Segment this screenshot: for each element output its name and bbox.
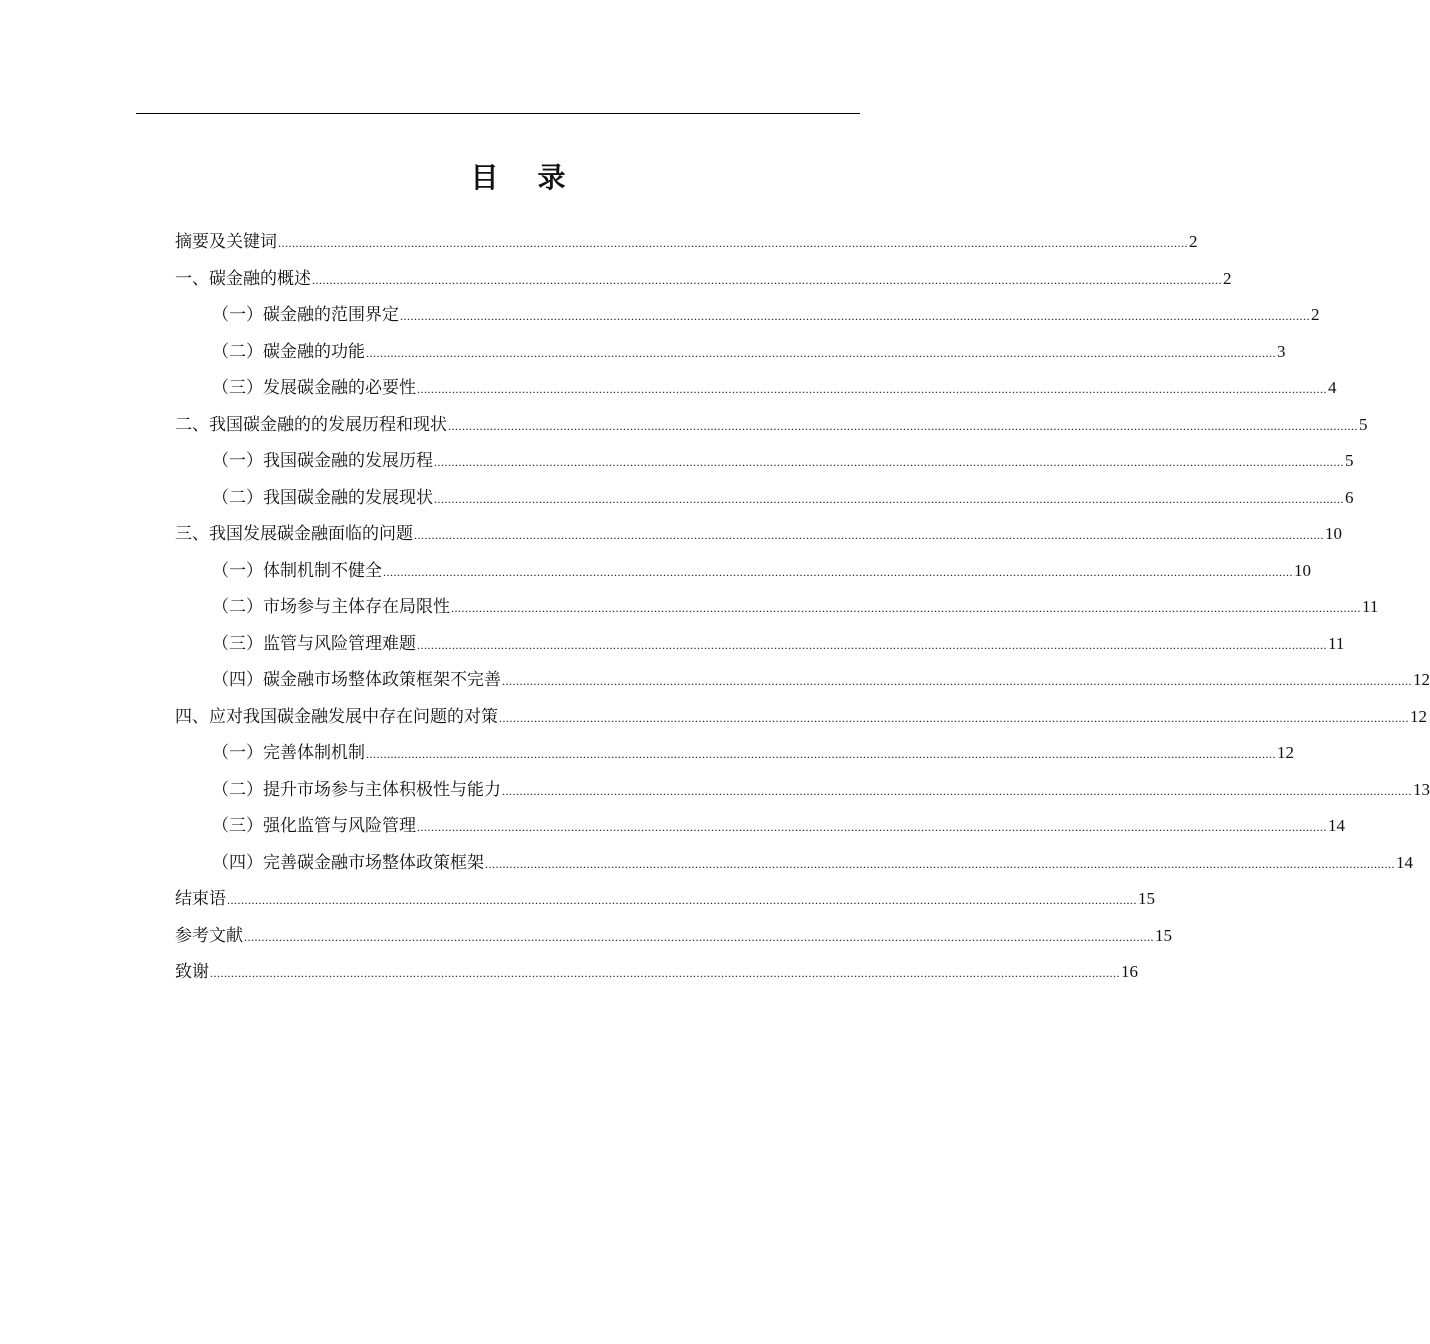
toc-entry[interactable] bbox=[175, 224, 1198, 261]
toc-page-number: 12 bbox=[1410, 706, 1427, 726]
toc-entry-label: （二）提升市场参与主体积极性与能力 bbox=[212, 779, 501, 800]
toc-entry-label: 三、我国发展碳金融面临的问题 bbox=[175, 524, 413, 544]
toc-page-number: 12 bbox=[1277, 743, 1294, 762]
toc-page-number: 11 bbox=[1328, 633, 1345, 653]
toc-page-number: 10 bbox=[1325, 524, 1342, 543]
toc-entry[interactable] bbox=[175, 881, 1155, 918]
toc-entry[interactable] bbox=[175, 297, 1320, 334]
toc-leader: .................................................................................................................................................................................................................................................................... bbox=[451, 601, 1361, 615]
toc-entry[interactable] bbox=[175, 480, 1354, 517]
toc-leader: .................................................................................................................................................................................................................................................................... bbox=[502, 674, 1412, 688]
toc-entry[interactable] bbox=[175, 845, 1413, 882]
toc-entry-label: 四、应对我国碳金融发展中存在问题的对策 bbox=[175, 706, 498, 727]
toc-list bbox=[175, 224, 1430, 991]
toc-leader: .................................................................................................................................................................................................................................................................... bbox=[400, 309, 1310, 323]
toc-leader: .................................................................................................................................................................................................................................................................... bbox=[417, 382, 1327, 396]
toc-entry-label: 二、我国碳金融的的发展历程和现状 bbox=[175, 414, 447, 435]
toc-entry-label: 结束语 bbox=[175, 889, 226, 909]
toc-entry[interactable] bbox=[175, 589, 1379, 626]
toc-entry[interactable] bbox=[175, 443, 1354, 480]
toc-entry-label: 摘要及关键词 bbox=[175, 232, 277, 252]
toc-page-number: 5 bbox=[1345, 451, 1354, 470]
toc-page-number: 11 bbox=[1362, 597, 1379, 616]
toc-entry[interactable] bbox=[175, 626, 1345, 663]
toc-page-number: 2 bbox=[1311, 305, 1320, 324]
toc-leader: .................................................................................................................................................................................................................................................................... bbox=[210, 966, 1120, 980]
toc-leader: .................................................................................................................................................................................................................................................................... bbox=[244, 929, 1154, 944]
toc-entry[interactable] bbox=[175, 918, 1172, 955]
toc-page-number: 13 bbox=[1413, 779, 1430, 799]
toc-entry[interactable] bbox=[175, 553, 1311, 590]
toc-page-number: 4 bbox=[1328, 378, 1337, 397]
toc-entry-label: （一）体制机制不健全 bbox=[212, 560, 382, 581]
toc-leader: .................................................................................................................................................................................................................................................................... bbox=[312, 272, 1222, 287]
toc-leader: .................................................................................................................................................................................................................................................................... bbox=[417, 820, 1327, 834]
toc-entry-label: （二）碳金融的功能 bbox=[212, 341, 365, 362]
toc-entry-label: （二）我国碳金融的发展现状 bbox=[212, 487, 433, 508]
toc-entry[interactable] bbox=[175, 954, 1138, 991]
toc-page-number: 14 bbox=[1328, 816, 1345, 835]
toc-leader: .................................................................................................................................................................................................................................................................... bbox=[448, 418, 1358, 433]
toc-leader: .................................................................................................................................................................................................................................................................... bbox=[485, 856, 1395, 871]
toc-entry-label: （一）我国碳金融的发展历程 bbox=[212, 451, 433, 471]
toc-page-number: 2 bbox=[1223, 268, 1232, 288]
toc-page-number: 6 bbox=[1345, 487, 1354, 507]
toc-entry[interactable] bbox=[175, 662, 1430, 699]
toc-page-number: 12 bbox=[1413, 670, 1430, 689]
header-rule bbox=[136, 113, 860, 114]
toc-entry-label: （一）完善体制机制 bbox=[212, 743, 365, 763]
toc-leader: .................................................................................................................................................................................................................................................................... bbox=[499, 710, 1409, 725]
toc-entry-label: （四）完善碳金融市场整体政策框架 bbox=[212, 852, 484, 873]
toc-page-number: 16 bbox=[1121, 962, 1138, 981]
toc-leader: .................................................................................................................................................................................................................................................................... bbox=[417, 637, 1327, 652]
toc-leader: .................................................................................................................................................................................................................................................................... bbox=[366, 345, 1276, 360]
toc-page-number: 2 bbox=[1189, 232, 1198, 251]
toc-entry-label: （三）强化监管与风险管理 bbox=[212, 816, 416, 836]
toc-entry-label: 致谢 bbox=[175, 962, 209, 982]
toc-page-number: 14 bbox=[1396, 852, 1413, 872]
toc-entry[interactable] bbox=[175, 808, 1345, 845]
toc-leader: .................................................................................................................................................................................................................................................................... bbox=[414, 528, 1324, 542]
toc-entry[interactable] bbox=[175, 735, 1294, 772]
toc-page-number: 3 bbox=[1277, 341, 1286, 361]
toc-page-number: 15 bbox=[1155, 925, 1172, 945]
toc-leader: .................................................................................................................................................................................................................................................................... bbox=[278, 236, 1188, 250]
toc-leader: .................................................................................................................................................................................................................................................................... bbox=[434, 491, 1344, 506]
toc-leader: .................................................................................................................................................................................................................................................................... bbox=[227, 893, 1137, 907]
toc-entry-label: （四）碳金融市场整体政策框架不完善 bbox=[212, 670, 501, 690]
toc-entry-label: （二）市场参与主体存在局限性 bbox=[212, 597, 450, 617]
toc-page-number: 5 bbox=[1359, 414, 1368, 434]
toc-entry-label: 一、碳金融的概述 bbox=[175, 268, 311, 289]
toc-entry[interactable] bbox=[175, 370, 1337, 407]
toc-entry-label: 参考文献 bbox=[175, 925, 243, 946]
toc-leader: .................................................................................................................................................................................................................................................................... bbox=[366, 747, 1276, 761]
toc-entry[interactable] bbox=[175, 516, 1342, 553]
toc-entry-label: （三）发展碳金融的必要性 bbox=[212, 378, 416, 398]
toc-leader: .................................................................................................................................................................................................................................................................... bbox=[383, 564, 1293, 579]
toc-entry[interactable] bbox=[175, 699, 1427, 736]
toc-leader: .................................................................................................................................................................................................................................................................... bbox=[434, 455, 1344, 469]
toc-entry[interactable] bbox=[175, 772, 1430, 809]
toc-entry-label: （一）碳金融的范围界定 bbox=[212, 305, 399, 325]
toc-entry[interactable] bbox=[175, 334, 1286, 371]
toc-page-number: 10 bbox=[1294, 560, 1311, 580]
toc-entry[interactable] bbox=[175, 407, 1368, 444]
toc-page-number: 15 bbox=[1138, 889, 1155, 908]
toc-entry[interactable] bbox=[175, 261, 1232, 298]
toc-title: 目 录 bbox=[470, 161, 566, 194]
toc-entry-label: （三）监管与风险管理难题 bbox=[212, 633, 416, 654]
toc-leader: .................................................................................................................................................................................................................................................................... bbox=[502, 783, 1412, 798]
